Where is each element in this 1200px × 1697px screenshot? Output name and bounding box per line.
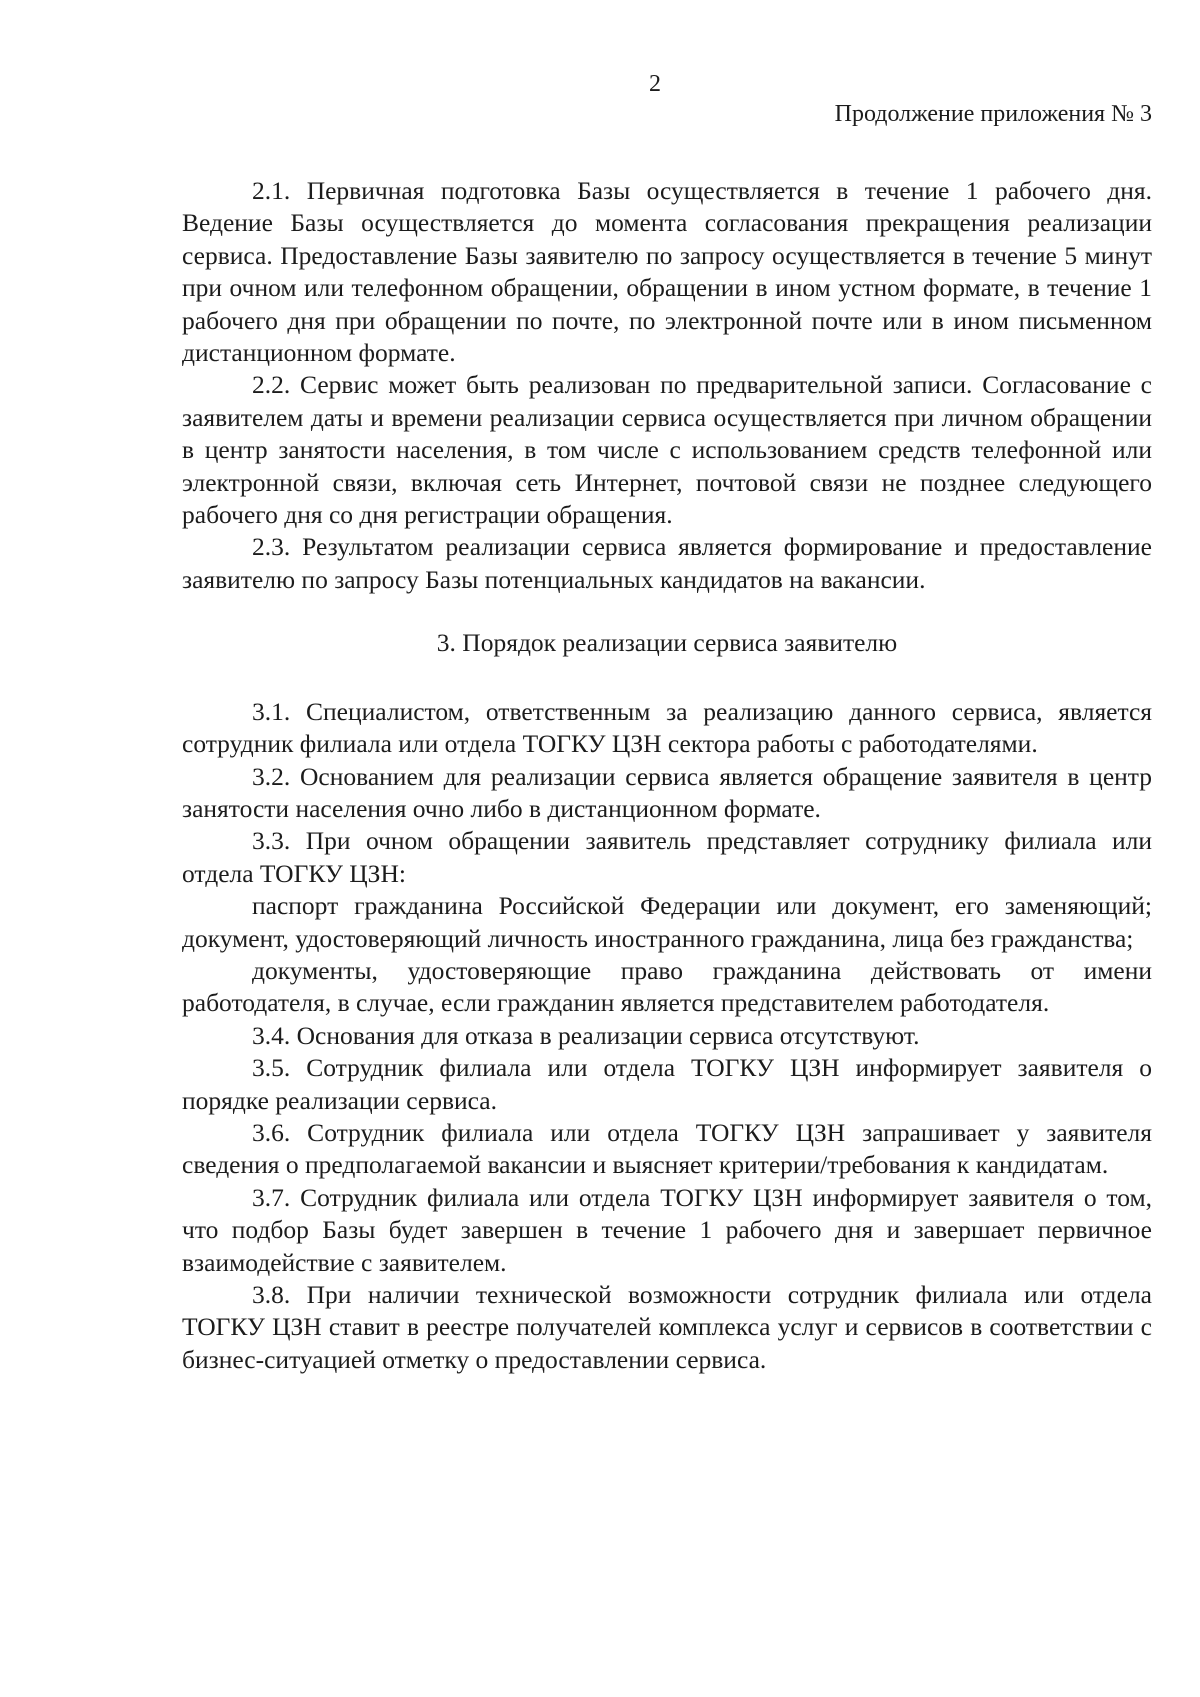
paragraph-3-1: 3.1. Специалистом, ответственным за реализацию данного сервиса, является сотрудник филиала или отдела ТОГКУ ЦЗН сектора работы с работодателями.: [182, 696, 1152, 759]
document-body: [182, 175, 1152, 1376]
paragraph-2-1: 2.1. Первичная подготовка Базы осуществляется в течение 1 рабочего дня. Ведение Базы осуществляется до момента согласования прекращения реализации сервиса. Предоставление Базы заявителю по запросу осуществляется в течение 5 минут при очном или телефонном обращении, обращении в ином устном формате, в течение 1 рабочего дня при обращении по почте, по электронной почте или в ином письменном дистанционном формате.: [182, 176, 1152, 368]
appendix-continuation-label: Продолжение приложения № 3: [834, 101, 1152, 127]
paragraph-3-8: 3.8. При наличии технической возможности сотрудник филиала или отдела ТОГКУ ЦЗН ставит в реестре получателей комплекса услуг и сервисов в соответствии с бизнес-ситуацией отметку о предоставлении сервиса.: [182, 1280, 1152, 1374]
paragraph-2-2: 2.2. Сервис может быть реализован по предварительной записи. Согласование с заявителем даты и времени реализации сервиса осуществляется при личном обращении в центр занятости населения, в том числе с использованием средств телефонной или электронной связи, включая сеть Интернет, почтовой связи не позднее следующего рабочего дня со дня регистрации обращения.: [182, 370, 1152, 530]
list-item-authority-documents: документы, удостоверяющие право гражданина действовать от имени работодателя, в случае, если гражданин является представителем работодателя.: [182, 955, 1152, 1018]
paragraph-3-7: 3.7. Сотрудник филиала или отдела ТОГКУ ЦЗН информирует заявителя о том, что подбор Базы будет завершен в течение 1 рабочего дня и завершает первичное взаимодействие с заявителем.: [182, 1182, 1152, 1277]
paragraph-3-5: 3.5. Сотрудник филиала или отдела ТОГКУ ЦЗН информирует заявителя о порядке реализации сервиса.: [182, 1053, 1152, 1115]
section-3-heading: 3. Порядок реализации сервиса заявителю: [436, 628, 898, 658]
page-number: 2: [649, 71, 661, 97]
paragraph-3-2: 3.2. Основанием для реализации сервиса является обращение заявителя в центр занятости населения очно либо в дистанционном формате.: [182, 761, 1152, 823]
paragraph-3-6: 3.6. Сотрудник филиала или отдела ТОГКУ ЦЗН запрашивает у заявителя сведения о предполагаемой вакансии и выясняет критерии/требования к кандидатам.: [182, 1117, 1152, 1180]
paragraph-3-4: 3.4. Основания для отказа в реализации сервиса отсутствуют.: [252, 1020, 920, 1050]
paragraph-3-3: 3.3. При очном обращении заявитель представляет сотруднику филиала или отдела ТОГКУ ЦЗН:: [182, 826, 1152, 888]
list-item-passport: паспорт гражданина Российской Федерации или документ, его заменяющий; документ, удостоверяющий личность иностранного гражданина, лица без гражданства;: [182, 891, 1152, 953]
paragraph-2-3: 2.3. Результатом реализации сервиса является формирование и предоставление заявителю по запросу Базы потенциальных кандидатов на вакансии.: [182, 532, 1152, 594]
